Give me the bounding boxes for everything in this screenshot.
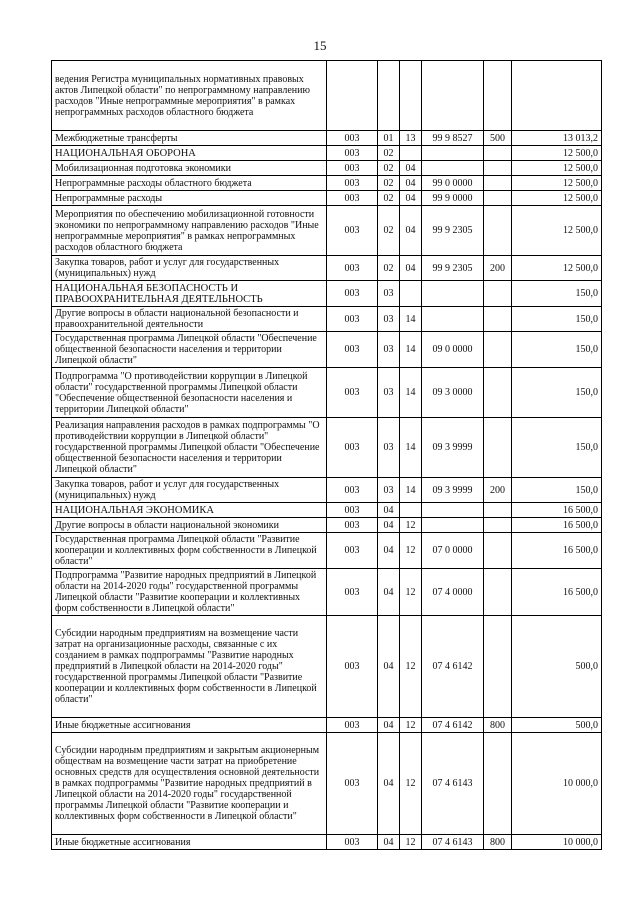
section-code-cell: 04 — [378, 533, 400, 569]
expense-type-cell — [484, 503, 512, 518]
row-name-cell: Иные бюджетные ассигнования — [52, 835, 327, 850]
subsection-code-cell: 14 — [400, 332, 422, 368]
expense-type-cell: 800 — [484, 718, 512, 733]
target-article-cell: 09 3 9999 — [422, 478, 484, 503]
expense-type-cell — [484, 146, 512, 161]
section-code-cell: 02 — [378, 256, 400, 281]
amount-cell: 150,0 — [512, 418, 602, 478]
row-name-cell: Закупка товаров, работ и услуг для государственных (муниципальных) нужд — [52, 256, 327, 281]
amount-cell: 150,0 — [512, 307, 602, 332]
section-code-cell: 04 — [378, 616, 400, 718]
section-code-cell: 03 — [378, 307, 400, 332]
expense-type-cell: 200 — [484, 478, 512, 503]
amount-cell: 10 000,0 — [512, 733, 602, 835]
target-article-cell — [422, 161, 484, 176]
table-row — [52, 307, 602, 332]
row-name-cell: ведения Регистра муниципальных нормативных правовых актов Липецкой области" по непрограммному направлению расходов "Иные непрограммные мероприятия" в рамках непрограммных расходов областного бюджета — [52, 61, 327, 131]
subsection-code-cell: 14 — [400, 478, 422, 503]
subsection-code-cell: 12 — [400, 518, 422, 533]
target-article-cell: 99 9 2305 — [422, 256, 484, 281]
ministry-code-cell: 003 — [327, 533, 378, 569]
budget-table — [51, 60, 602, 850]
row-name-cell: Субсидии народным предприятиям на возмещение части затрат на организационные расходы, связанные с их созданием в рамках подпрограммы "Развитие народных предприятий в Липецкой области на 2014-2020 годы" государственной программы Липецкой области "Развитие кооперации и коллективных форм собственности в Липецкой области" — [52, 616, 327, 718]
expense-type-cell — [484, 161, 512, 176]
row-name-cell: Непрограммные расходы областного бюджета — [52, 176, 327, 191]
table-row — [52, 131, 602, 146]
amount-cell: 12 500,0 — [512, 176, 602, 191]
target-article-cell — [422, 307, 484, 332]
expense-type-cell: 800 — [484, 835, 512, 850]
ministry-code-cell: 003 — [327, 718, 378, 733]
target-article-cell: 99 9 2305 — [422, 206, 484, 256]
ministry-code-cell: 003 — [327, 518, 378, 533]
section-code-cell: 02 — [378, 161, 400, 176]
subsection-code-cell — [400, 503, 422, 518]
row-name-cell: Подпрограмма "О противодействии коррупции в Липецкой области" государственной программы Липецкой области "Обеспечение общественной безопасности населения и территории Липецкой области" — [52, 368, 327, 418]
section-code-cell: 04 — [378, 733, 400, 835]
row-name-cell: НАЦИОНАЛЬНАЯ ЭКОНОМИКА — [52, 503, 327, 518]
section-code-cell: 04 — [378, 503, 400, 518]
table-row — [52, 256, 602, 281]
ministry-code-cell: 003 — [327, 191, 378, 206]
ministry-code-cell: 003 — [327, 733, 378, 835]
amount-cell: 13 013,2 — [512, 131, 602, 146]
table-row — [52, 161, 602, 176]
row-name-cell: Закупка товаров, работ и услуг для государственных (муниципальных) нужд — [52, 478, 327, 503]
row-name-cell: НАЦИОНАЛЬНАЯ БЕЗОПАСНОСТЬ И ПРАВООХРАНИТЕЛЬНАЯ ДЕЯТЕЛЬНОСТЬ — [52, 281, 327, 307]
section-code-cell: 03 — [378, 418, 400, 478]
section-code-cell: 02 — [378, 176, 400, 191]
subsection-code-cell — [400, 146, 422, 161]
target-article-cell: 07 0 0000 — [422, 533, 484, 569]
ministry-code-cell: 003 — [327, 146, 378, 161]
amount-cell: 12 500,0 — [512, 206, 602, 256]
target-article-cell: 07 4 6143 — [422, 835, 484, 850]
row-name-cell: Иные бюджетные ассигнования — [52, 718, 327, 733]
subsection-code-cell: 04 — [400, 191, 422, 206]
section-code-cell: 01 — [378, 131, 400, 146]
table-row — [52, 533, 602, 569]
target-article-cell: 99 0 0000 — [422, 176, 484, 191]
row-name-cell: Государственная программа Липецкой области "Развитие кооперации и коллективных форм собственности в Липецкой области" — [52, 533, 327, 569]
ministry-code-cell: 003 — [327, 368, 378, 418]
table-row — [52, 61, 602, 131]
ministry-code-cell: 003 — [327, 569, 378, 616]
amount-cell: 16 500,0 — [512, 569, 602, 616]
ministry-code-cell: 003 — [327, 256, 378, 281]
amount-cell: 500,0 — [512, 616, 602, 718]
table-row — [52, 616, 602, 718]
target-article-cell: 99 9 0000 — [422, 191, 484, 206]
subsection-code-cell: 04 — [400, 206, 422, 256]
amount-cell: 150,0 — [512, 281, 602, 307]
ministry-code-cell: 003 — [327, 332, 378, 368]
table-row — [52, 478, 602, 503]
expense-type-cell — [484, 332, 512, 368]
target-article-cell — [422, 146, 484, 161]
section-code-cell — [378, 61, 400, 131]
target-article-cell: 99 9 8527 — [422, 131, 484, 146]
section-code-cell: 02 — [378, 191, 400, 206]
amount-cell: 12 500,0 — [512, 146, 602, 161]
expense-type-cell — [484, 61, 512, 131]
expense-type-cell — [484, 616, 512, 718]
target-article-cell — [422, 503, 484, 518]
section-code-cell: 02 — [378, 146, 400, 161]
table-row — [52, 191, 602, 206]
expense-type-cell — [484, 569, 512, 616]
table-row — [52, 835, 602, 850]
section-code-cell: 03 — [378, 281, 400, 307]
row-name-cell: Другие вопросы в области национальной экономики — [52, 518, 327, 533]
ministry-code-cell: 003 — [327, 418, 378, 478]
ministry-code-cell: 003 — [327, 835, 378, 850]
table-row — [52, 332, 602, 368]
subsection-code-cell: 12 — [400, 533, 422, 569]
row-name-cell: Подпрограмма "Развитие народных предприятий в Липецкой области на 2014-2020 годы" государственной программы Липецкой области "Развитие кооперации и коллективных форм собственности в Липецкой области" — [52, 569, 327, 616]
target-article-cell — [422, 518, 484, 533]
subsection-code-cell: 04 — [400, 256, 422, 281]
row-name-cell: Непрограммные расходы — [52, 191, 327, 206]
target-article-cell: 09 3 9999 — [422, 418, 484, 478]
subsection-code-cell: 04 — [400, 161, 422, 176]
section-code-cell: 04 — [378, 569, 400, 616]
subsection-code-cell: 13 — [400, 131, 422, 146]
section-code-cell: 03 — [378, 332, 400, 368]
amount-cell: 12 500,0 — [512, 191, 602, 206]
amount-cell — [512, 61, 602, 131]
section-code-cell: 04 — [378, 518, 400, 533]
expense-type-cell — [484, 518, 512, 533]
amount-cell: 150,0 — [512, 478, 602, 503]
ministry-code-cell: 003 — [327, 206, 378, 256]
subsection-code-cell: 14 — [400, 418, 422, 478]
expense-type-cell — [484, 733, 512, 835]
expense-type-cell: 500 — [484, 131, 512, 146]
target-article-cell: 07 4 6142 — [422, 616, 484, 718]
table-row — [52, 518, 602, 533]
ministry-code-cell: 003 — [327, 616, 378, 718]
table-row — [52, 368, 602, 418]
page-number: 15 — [313, 38, 327, 53]
target-article-cell: 09 3 0000 — [422, 368, 484, 418]
amount-cell: 150,0 — [512, 368, 602, 418]
amount-cell: 10 000,0 — [512, 835, 602, 850]
table-row — [52, 146, 602, 161]
row-name-cell: Межбюджетные трансферты — [52, 131, 327, 146]
target-article-cell: 07 4 0000 — [422, 569, 484, 616]
amount-cell: 16 500,0 — [512, 533, 602, 569]
expense-type-cell — [484, 307, 512, 332]
amount-cell: 16 500,0 — [512, 518, 602, 533]
subsection-code-cell: 12 — [400, 616, 422, 718]
ministry-code-cell — [327, 61, 378, 131]
table-row — [52, 718, 602, 733]
ministry-code-cell: 003 — [327, 307, 378, 332]
row-name-cell: НАЦИОНАЛЬНАЯ ОБОРОНА — [52, 146, 327, 161]
subsection-code-cell: 12 — [400, 733, 422, 835]
ministry-code-cell: 003 — [327, 161, 378, 176]
table-row — [52, 281, 602, 307]
expense-type-cell — [484, 533, 512, 569]
row-name-cell: Мероприятия по обеспечению мобилизационной готовности экономики по непрограммному направлению расходов "Иные непрограммные мероприятия" в рамках непрограммных расходов областного бюджета — [52, 206, 327, 256]
amount-cell: 150,0 — [512, 332, 602, 368]
section-code-cell: 04 — [378, 835, 400, 850]
amount-cell: 500,0 — [512, 718, 602, 733]
table-row — [52, 176, 602, 191]
subsection-code-cell — [400, 281, 422, 307]
target-article-cell — [422, 281, 484, 307]
subsection-code-cell: 14 — [400, 307, 422, 332]
expense-type-cell — [484, 368, 512, 418]
subsection-code-cell: 04 — [400, 176, 422, 191]
expense-type-cell — [484, 206, 512, 256]
target-article-cell: 09 0 0000 — [422, 332, 484, 368]
ministry-code-cell: 003 — [327, 478, 378, 503]
row-name-cell: Государственная программа Липецкой области "Обеспечение общественной безопасности населения и территории Липецкой области" — [52, 332, 327, 368]
section-code-cell: 03 — [378, 478, 400, 503]
section-code-cell: 04 — [378, 718, 400, 733]
target-article-cell — [422, 61, 484, 131]
amount-cell: 12 500,0 — [512, 256, 602, 281]
table-row — [52, 418, 602, 478]
expense-type-cell — [484, 418, 512, 478]
target-article-cell: 07 4 6143 — [422, 733, 484, 835]
amount-cell: 12 500,0 — [512, 161, 602, 176]
expense-type-cell: 200 — [484, 256, 512, 281]
amount-cell: 16 500,0 — [512, 503, 602, 518]
subsection-code-cell: 12 — [400, 835, 422, 850]
section-code-cell: 03 — [378, 368, 400, 418]
ministry-code-cell: 003 — [327, 176, 378, 191]
table-row — [52, 733, 602, 835]
target-article-cell: 07 4 6142 — [422, 718, 484, 733]
row-name-cell: Другие вопросы в области национальной безопасности и правоохранительной деятельности — [52, 307, 327, 332]
table-row — [52, 503, 602, 518]
table-row — [52, 206, 602, 256]
ministry-code-cell: 003 — [327, 281, 378, 307]
row-name-cell: Субсидии народным предприятиям и закрытым акционерным обществам на возмещение части затрат на приобретение основных средств для осуществления основной деятельности в рамках подпрограммы "Развитие народных предприятий в Липецкой области на 2014-2020 годы" государственной программы Липецкой области "Развитие кооперации и коллективных форм собственности в Липецкой области" — [52, 733, 327, 835]
subsection-code-cell: 12 — [400, 569, 422, 616]
ministry-code-cell: 003 — [327, 503, 378, 518]
table-row — [52, 569, 602, 616]
subsection-code-cell — [400, 61, 422, 131]
expense-type-cell — [484, 191, 512, 206]
subsection-code-cell: 12 — [400, 718, 422, 733]
subsection-code-cell: 14 — [400, 368, 422, 418]
section-code-cell: 02 — [378, 206, 400, 256]
row-name-cell: Мобилизационная подготовка экономики — [52, 161, 327, 176]
row-name-cell: Реализация направления расходов в рамках подпрограммы "О противодействии коррупции в Липецкой области" государственной программы Липецкой области "Обеспечение общественной безопасности населения и территории Липецкой области" — [52, 418, 327, 478]
expense-type-cell — [484, 176, 512, 191]
expense-type-cell — [484, 281, 512, 307]
ministry-code-cell: 003 — [327, 131, 378, 146]
